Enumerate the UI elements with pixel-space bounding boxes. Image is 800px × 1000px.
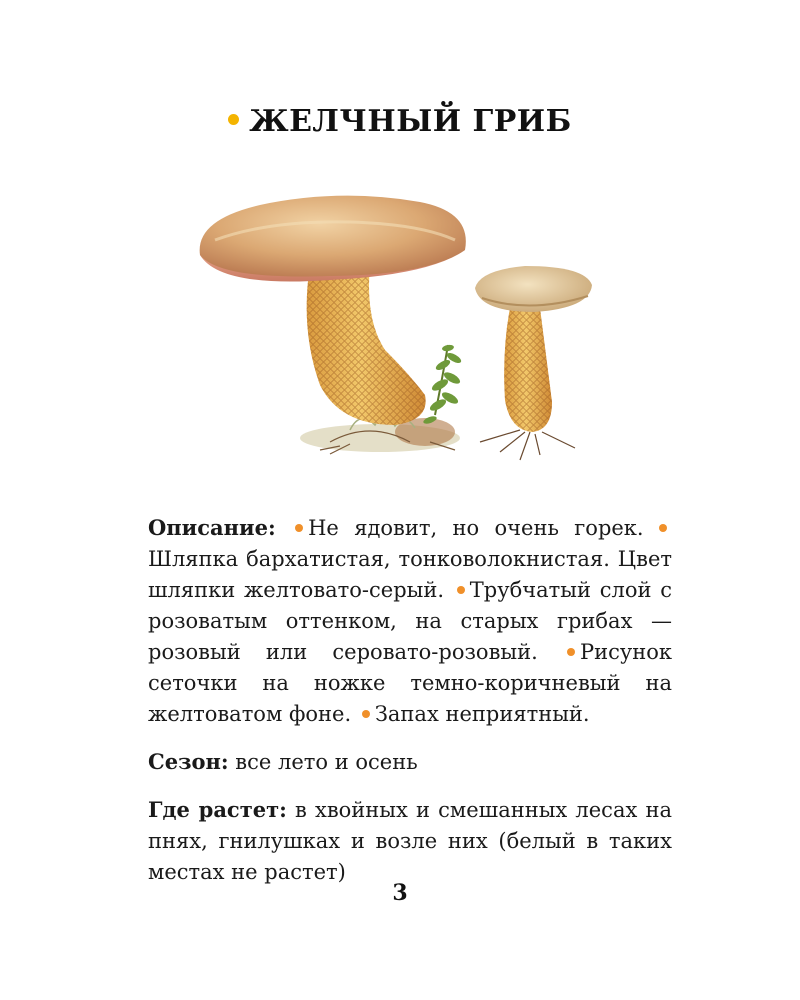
description-item: Шляпка бархатистая, тонковолокнистая. Цвет шляпки желтовато-серый.	[148, 547, 672, 602]
bullet-icon	[567, 648, 575, 656]
page-title	[0, 104, 800, 139]
bullet-icon	[457, 586, 465, 594]
habitat-paragraph	[148, 794, 672, 888]
large-mushroom	[200, 196, 466, 425]
title-text: ЖЕЛЧНЫЙ ГРИБ	[249, 104, 572, 139]
description-item: Не ядовит, но очень горек.	[308, 516, 644, 540]
description-item: Трубчатый слой с розоватым оттенком, на старых грибах — розовый или серовато-розовый.	[148, 578, 672, 664]
title-bullet-icon	[228, 114, 239, 125]
description-label: Описание:	[148, 515, 276, 540]
season-label: Сезон:	[148, 749, 229, 774]
season-text: все лето и осень	[235, 750, 418, 774]
description-paragraph	[148, 512, 672, 730]
description-item: Рисунок сеточки на ножке темно-коричневый на желтоватом фоне.	[148, 640, 672, 726]
small-mushroom	[475, 266, 592, 460]
habitat-label: Где растет:	[148, 797, 287, 822]
bullet-icon	[659, 524, 667, 532]
season-paragraph	[148, 746, 672, 778]
page-number: 3	[392, 880, 408, 906]
fern-sprig	[422, 344, 462, 425]
bullet-icon	[362, 710, 370, 718]
bullet-icon	[295, 524, 303, 532]
article-body	[148, 512, 672, 904]
habitat-text: в хвойных и смешанных лесах на пнях, гнилушках и возле них (белый в таких местах не растет)	[148, 798, 672, 884]
mushroom-illustration	[180, 180, 620, 480]
description-item: Запах неприятный.	[374, 702, 590, 726]
